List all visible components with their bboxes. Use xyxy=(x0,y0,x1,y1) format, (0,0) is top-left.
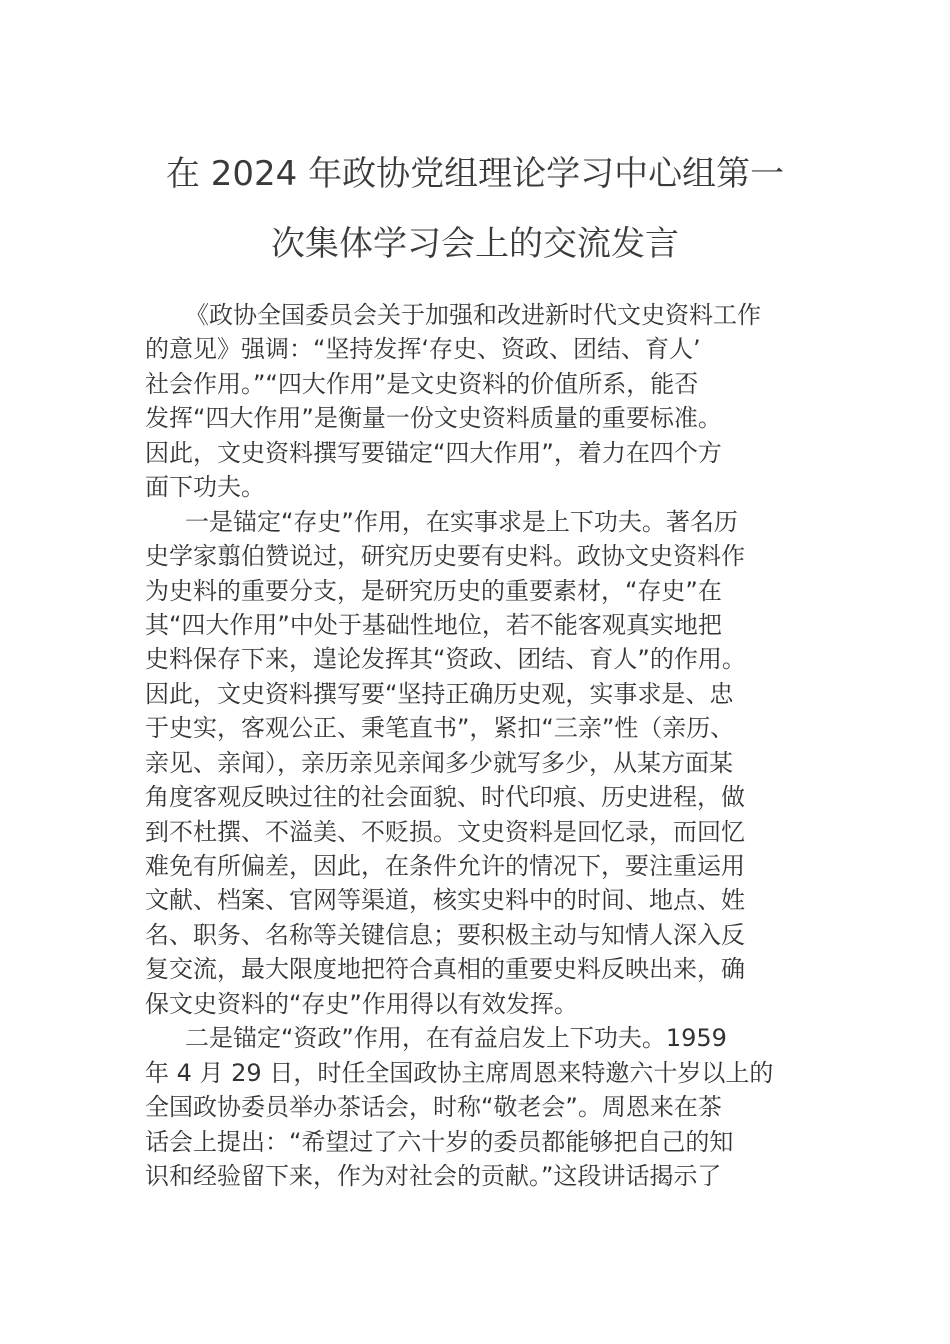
body-line: 难免有所偏差，因此，在条件允许的情况下，要注重运用 xyxy=(145,852,745,880)
body-line: 的意见》强调：“坚持发挥‘存史、资政、团结、育人’ xyxy=(145,335,701,364)
body-line: 识和经验留下来，作为对社会的贡献。”这段讲话揭示了 xyxy=(145,1161,722,1190)
body-line: 因此，文史资料撰写要锚定“四大作用”，着力在四个方 xyxy=(145,438,722,467)
document-body xyxy=(145,298,805,1193)
body-line: 文献、档案、官网等渠道，核实史料中的时间、地点、姓 xyxy=(145,886,745,915)
body-line: 二是锚定“资政”作用，在有益启发上下功夫。1959 xyxy=(185,1024,727,1053)
body-line: 年 4 月 29 日，时任全国政协主席周恩来特邀六十岁以上的 xyxy=(145,1058,774,1087)
body-line: 《政协全国委员会关于加强和改进新时代文史资料工作 xyxy=(185,301,761,329)
body-line: 一是锚定“存史”作用，在实事求是上下功夫。著名历 xyxy=(185,507,738,536)
body-line: 到不杜撰、不溢美、不贬损。文史资料是回忆录，而回忆 xyxy=(145,817,745,846)
document-title-line-1: 在 2024 年政协党组理论学习中心组第一 xyxy=(165,154,785,194)
body-line: 全国政协委员举办茶话会，时称“敬老会”。周恩来在茶 xyxy=(145,1093,722,1122)
body-line: 为史料的重要分支，是研究历史的重要素材，“存史”在 xyxy=(145,576,722,605)
body-line: 其“四大作用”中处于基础性地位，若不能客观真实地把 xyxy=(145,610,722,639)
body-line: 史学家翦伯赞说过，研究历史要有史料。政协文史资料作 xyxy=(145,542,745,571)
body-line: 复交流，最大限度地把符合真相的重要史料反映出来，确 xyxy=(145,955,745,984)
body-line: 发挥“四大作用”是衡量一份文史资料质量的重要标准。 xyxy=(145,404,722,433)
body-line: 因此，文史资料撰写要“坚持正确历史观，实事求是、忠 xyxy=(145,679,734,708)
body-line: 角度客观反映过往的社会面貌、时代印痕、历史进程，做 xyxy=(145,783,745,812)
body-line: 于史实，客观公正、秉笔直书”，紧扣“三亲”性（亲历、 xyxy=(145,714,735,743)
document-title-line-2: 次集体学习会上的交流发言 xyxy=(271,224,679,264)
body-line: 名、职务、名称等关键信息；要积极主动与知情人深入反 xyxy=(145,920,745,949)
body-line: 话会上提出：“希望过了六十岁的委员都能够把自己的知 xyxy=(145,1127,734,1156)
body-line: 面下功夫。 xyxy=(145,473,265,502)
body-line: 史料保存下来，遑论发挥其“资政、团结、育人”的作用。 xyxy=(145,645,746,674)
body-line: 亲见、亲闻），亲历亲见亲闻多少就写多少，从某方面某 xyxy=(145,748,733,777)
body-line: 保文史资料的“存史”作用得以有效发挥。 xyxy=(145,989,578,1018)
body-line: 社会作用。”“四大作用”是文史资料的价值所系，能否 xyxy=(145,369,699,398)
